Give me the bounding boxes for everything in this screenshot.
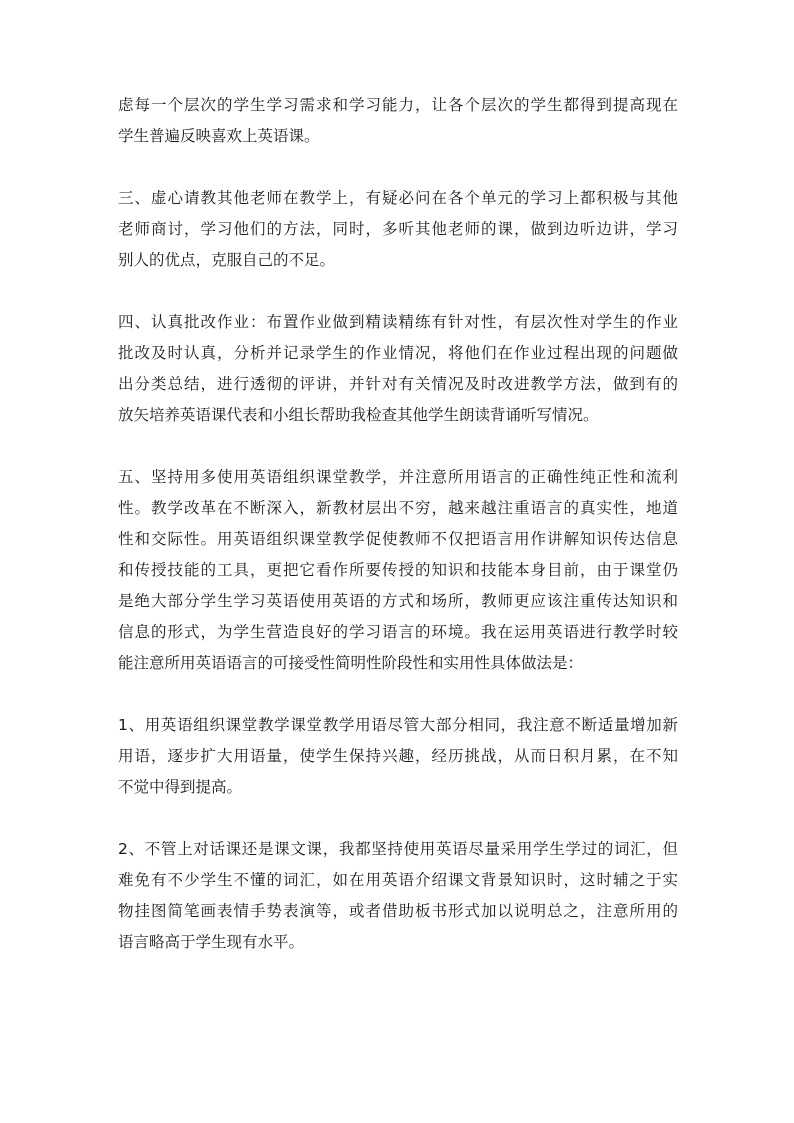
paragraph-section-3 — [118, 183, 678, 276]
paragraph-section-5 — [118, 462, 678, 679]
paragraph-section-4 — [118, 307, 678, 431]
text-line: 出分类总结，进行透彻的评讲，并针对有关情况及时改进教学方法，做到有的 — [118, 375, 678, 393]
text-line: 学生普遍反映喜欢上英语课。 — [118, 127, 320, 145]
text-line: 能注意所用英语语言的可接受性简明性阶段性和实用性具体做法是： — [118, 654, 584, 672]
text-line: 别人的优点，克服自己的不足。 — [118, 251, 336, 269]
text-line: 性。教学改革在不断深入，新教材层出不穷，越来越注重语言的真实性，地道 — [118, 499, 678, 517]
text-line: 和传授技能的工具，更把它看作所要传授的知识和技能本身目前，由于课堂仍 — [118, 561, 678, 579]
text-line: 老师商讨，学习他们的方法，同时，多听其他老师的课，做到边听边讲，学习 — [118, 220, 678, 238]
text-line: 五、坚持用多使用英语组织课堂教学，并注意所用语言的正确性纯正性和流利 — [118, 468, 678, 486]
text-line: 1、用英语组织课堂教学课堂教学用语尽管大部分相同，我注意不断适量增加新 — [118, 716, 678, 734]
paragraph-item-2 — [118, 834, 678, 958]
text-line: 语言略高于学生现有水平。 — [118, 933, 305, 951]
text-line: 物挂图简笔画表情手势表演等，或者借助板书形式加以说明总之，注意所用的 — [118, 902, 678, 920]
text-line: 不觉中得到提高。 — [118, 778, 243, 796]
paragraph-item-1 — [118, 710, 678, 803]
text-line: 难免有不少学生不懂的词汇，如在用英语介绍课文背景知识时，这时辅之于实 — [118, 871, 678, 889]
text-line: 三、虚心请教其他老师在教学上，有疑必问在各个单元的学习上都积极与其他 — [118, 189, 678, 207]
text-line: 放矢培养英语课代表和小组长帮助我检查其他学生朗读背诵听写情况。 — [118, 406, 599, 424]
text-line: 批改及时认真，分析并记录学生的作业情况，将他们在作业过程出现的问题做 — [118, 344, 678, 362]
text-line: 性和交际性。用英语组织课堂教学促使教师不仅把语言用作讲解知识传达信息 — [118, 530, 678, 548]
text-line: 信息的形式，为学生营造良好的学习语言的环境。我在运用英语进行教学时较 — [118, 623, 678, 641]
text-line: 四、认真批改作业：布置作业做到精读精练有针对性，有层次性对学生的作业 — [118, 313, 678, 331]
document-page — [118, 90, 678, 989]
text-line: 用语，逐步扩大用语量，使学生保持兴趣，经历挑战，从而日积月累，在不知 — [118, 747, 678, 765]
text-line: 2、不管上对话课还是课文课，我都坚持使用英语尽量采用学生学过的词汇，但 — [118, 840, 678, 858]
text-line: 虑每一个层次的学生学习需求和学习能力，让各个层次的学生都得到提高现在 — [118, 96, 678, 114]
paragraph-continued — [118, 90, 678, 152]
text-line: 是绝大部分学生学习英语使用英语的方式和场所，教师更应该注重传达知识和 — [118, 592, 678, 610]
